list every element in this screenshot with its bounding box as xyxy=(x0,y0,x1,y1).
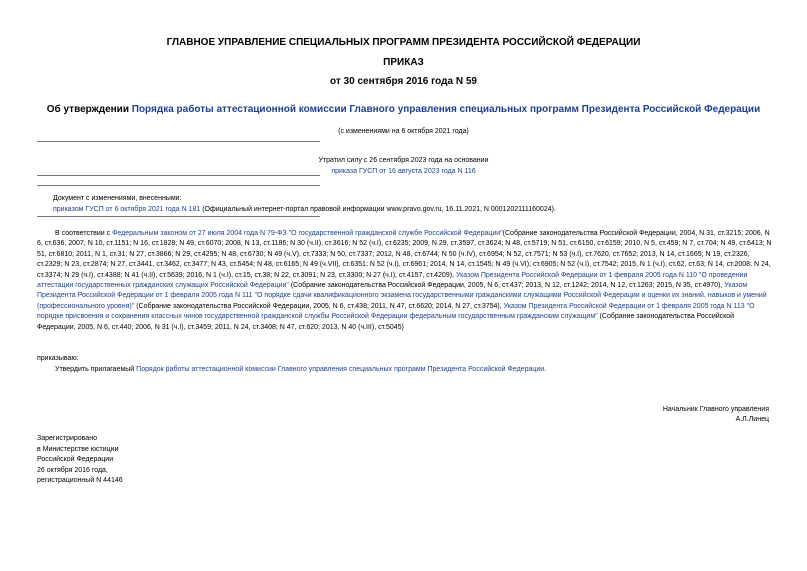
lost-force-text: Утратил силу с 26 сентября 2023 года на основании xyxy=(318,157,489,164)
decree-110-link[interactable]: Указом Президента Российской Федерации от 1 февраля 2005 года N 110 "О проведении аттестации государственных гражданских служащих Российской Федерации" xyxy=(37,271,748,290)
registration-line: Российской Федерации xyxy=(37,456,114,463)
preamble-paragraph xyxy=(37,229,772,333)
divider xyxy=(37,216,320,217)
divider xyxy=(37,185,320,186)
order-item xyxy=(37,364,772,375)
divider xyxy=(37,175,320,176)
order-text: Утвердить прилагаемый xyxy=(55,366,137,373)
decree-111-link[interactable]: Указом Президента Российской Федерации от 1 февраля 2005 года N 111 "О порядке сдачи квалификационного экзамена государственными гражданскими служащими Российской Федерации и оценки их знаний, навыков и умений (профессионального уровня)" xyxy=(37,282,767,310)
changes-line xyxy=(53,204,753,215)
document-changes xyxy=(53,193,753,215)
title-prefix: Об утверждении xyxy=(46,104,132,115)
signature-block xyxy=(469,405,769,425)
preamble-text: (Собрание законодательства Российской Федерации, 2005, N 6, ст.437; 2013, N 12, ст.1242; 2014, N 12, ст.1263; 2015, N 35, ст.4970), xyxy=(288,282,725,290)
preamble-text: (Собрание законодательства Российской Федерации, 2005, N 6, ст.440; 2006, N 31 (ч.I), ст.3459; 2011, N 24, ст.3408; N 47, ст.620; 2013, N 40 (ч.III), ст.5045) xyxy=(37,313,735,331)
lost-force-note xyxy=(0,155,807,177)
registration-line: Зарегистрировано xyxy=(37,435,97,442)
changes-link[interactable]: приказом ГУСП от 6 октября 2021 года N 181 xyxy=(53,206,201,213)
organization-heading: ГЛАВНОЕ УПРАВЛЕНИЕ СПЕЦИАЛЬНЫХ ПРОГРАММ ПРЕЗИДЕНТА РОССИЙСКОЙ ФЕДЕРАЦИИ xyxy=(166,37,641,48)
order-section xyxy=(37,353,772,375)
order-text-end: . xyxy=(544,366,547,373)
changes-label: Документ с изменениями, внесенными: xyxy=(53,195,182,202)
divider xyxy=(37,141,320,142)
preamble-text: (Собрание законодательства Российской Федерации, 2004, N 31, ст.3215; 2006, N 6, ст.636, 2007, N 10, ст.1151; N 16, ст.1828; N 49, ст.6070; 2008, N 13, ст.1186; N 30 (ч.II), ст.3616; N 52 (ч.I), ст.6235; 2009, N 29, ст.3597, ст.3624; N 48, ст.5719; N 51, ст.6150, ст.6159; 2010, N 5, ст.459; N 7, ст.704; N 49, ст.6413; N 51, ст.6810; 2011, N 1, ст.31; N 27, ст.3866; N 29, ст.4295; N 48, ст.6730; N 49 (ч.V), ст.7333; N 50, ст.7337; 2012, N 48, ст.6744; N 50 (ч.IV), ст.6954; N 52, ст.7571; N 53 (ч.I), ст.7620, ст.7652; 2013, N 14, ст.1665; N 19, ст.2326, ст.2329; N 23, ст.2874; N 27, ст.3441, ст.3462, ст.3477; N 43, ст.5454; N 48, ст.6165; N 49 (ч.VII), ст.6351; N 52 (ч.I), ст.6961; 2014, N 14, ст.1545; N 49 (ч.VI), ст.6905; N 52 (ч.I), ст.7542; 2015, N 1 (ч.I), ст.62, ст.63; N 14, ст.2008; N 24, ст.3374; N 29 (ч.I), ст.4388; N 41 (ч.II), ст.5639; 2016, N 1 (ч.I), ст.15, ст.38; N 22, ст.3091; N 23, ст.3300; N 27 (ч.I), ст.4157, ст.4209), xyxy=(37,230,772,279)
signer-position: Начальник Главного управления xyxy=(662,406,769,413)
preamble-text: (Собрание законодательства Российской Федерации, 2005, N 6, ст.438; 2011, N 47, ст.6620; 2014, N 27, ст.3754), xyxy=(134,302,504,310)
procedure-link[interactable]: Порядок работы аттестационной комиссии Главного управления специальных программ Президента Российской Федерации xyxy=(136,366,545,373)
signer-name: А.Л.Линец xyxy=(735,416,769,423)
edits-note: (с изменениями на 6 октября 2021 года) xyxy=(338,128,469,135)
order-label: приказываю: xyxy=(37,355,79,362)
document-title xyxy=(0,104,807,115)
registration-block xyxy=(37,434,237,487)
title-link[interactable]: Порядка работы аттестационной комиссии Главного управления специальных программ Президента Российской Федерации xyxy=(131,104,761,115)
registration-line: 26 октября 2016 года, xyxy=(37,466,108,474)
federal-law-link[interactable]: Федеральным законом от 27 июля 2004 года N 79-ФЗ "О государственной гражданской службе Российской Федерации" xyxy=(112,230,503,237)
document-type: ПРИКАЗ xyxy=(383,57,424,68)
decree-113-link[interactable]: Указом Президента Российской Федерации от 1 февраля 2005 года N 113 "О порядке присвоения и сохранения классных чинов государственной гражданской службы Российской Федерации федеральным государственным гражданским служащим" xyxy=(37,302,755,321)
preamble-text: В соответствии с xyxy=(55,230,113,237)
document-date-number: от 30 сентября 2016 года N 59 xyxy=(330,76,477,87)
registration-line: в Министерстве юстиции xyxy=(37,445,119,453)
lost-force-link[interactable]: приказа ГУСП от 16 августа 2023 года N 116 xyxy=(331,168,476,175)
registration-line: регистрационный N 44146 xyxy=(37,477,123,484)
changes-source: (Официальный интернет-портал правовой информации www.pravo.gov.ru, 16.11.2021, N 0001202111160024). xyxy=(200,206,556,213)
